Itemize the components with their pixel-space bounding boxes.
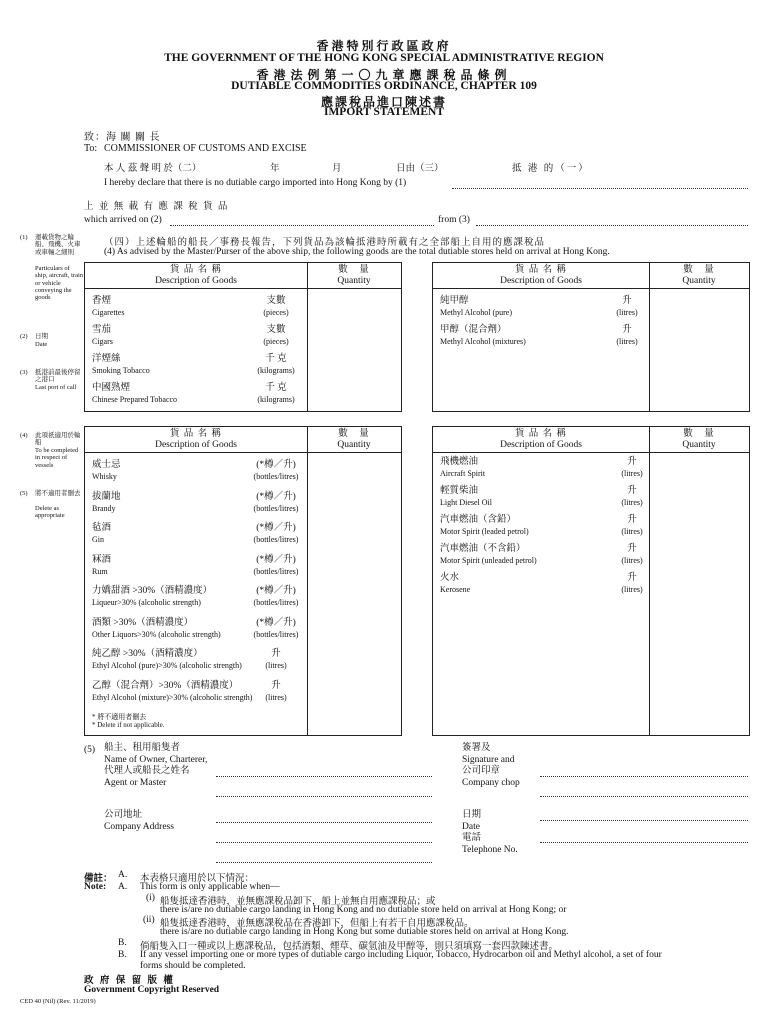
unit-label: (*樽／升) (bottles/litres) <box>253 523 299 544</box>
decl-zh-year: 年 <box>270 164 280 174</box>
goods-name-en: Kerosene <box>440 585 471 594</box>
note-ii-en: there is/are no dutiable cargo landing in Hong Kong but some dutiable stores held on arrival at Hong Kong. <box>160 927 569 937</box>
signature-field[interactable] <box>540 776 748 777</box>
note-b-en1: If any vessel importing one or more types of dutiable cargo including Liquor, Tobacco, Hydrocarbon oil and Methyl alcohol, a set of four <box>140 950 662 960</box>
goods-name-zh: 汽車燃油（不含鉛） <box>440 544 526 554</box>
unit-label: 升 (litres) <box>621 457 643 478</box>
quantity-input[interactable] <box>308 586 398 608</box>
note-i-en: there is/are no dutiable cargo landing in Hong Kong and no dutiable store held on arrival at Hong Kong; or <box>160 905 567 915</box>
goods-name-en: Cigars <box>92 337 113 346</box>
copyright-zh: 政 府 保 留 版 權 <box>84 976 175 986</box>
decl-zh-day: 日由（三） <box>396 164 444 174</box>
goods-description <box>440 296 512 318</box>
goods-description <box>440 486 492 508</box>
goods-description <box>92 460 121 482</box>
quantity-input[interactable] <box>308 354 398 376</box>
quantity-input[interactable] <box>650 544 746 566</box>
date-field[interactable] <box>540 820 748 821</box>
to-zh: 致：海 關 關 長 <box>84 132 161 143</box>
goods-name-zh: 冧酒 <box>92 554 112 565</box>
decl-zh-month: 月 <box>332 164 342 174</box>
unit-label: (*樽／升) (bottles/litres) <box>253 491 299 513</box>
goods-name-en: Methyl Alcohol (mixtures) <box>440 337 526 346</box>
note-a-zh: 本表格只適用於以下情況： <box>140 874 255 884</box>
ordinance-title-en: DUTIABLE COMMODITIES ORDINANCE, CHAPTER 109 <box>231 80 537 92</box>
goods-name-zh: 純甲醇 <box>440 296 469 306</box>
side-note-2: (2) 日期 Date <box>20 333 48 348</box>
goods-name-zh: 純乙醇 >30%（酒精濃度） <box>92 649 203 659</box>
note-a-en: This form is only applicable when— <box>140 882 280 892</box>
unit-label: 升 (litres) <box>265 649 287 670</box>
goods-name-zh: 輕質柴油 <box>440 486 479 496</box>
unit-label: 升 (litres) <box>621 544 643 565</box>
goods-description <box>92 586 212 608</box>
goods-description <box>92 354 150 376</box>
goods-name-zh: 酒類 >30%（酒精濃度） <box>92 617 194 628</box>
decl-en: I hereby declare that there is no dutiable cargo imported into Hong Kong by (1) <box>104 178 407 188</box>
desc-header: 貨 品 名 稱 Description of Goods <box>500 265 582 286</box>
decl-zh-part1: 本 人 茲 聲 明 於（二） <box>104 164 202 174</box>
qty-header: 數 量 Quantity <box>337 429 371 450</box>
goods-name-en: Cigarettes <box>92 308 125 317</box>
unit-label: 千 克 (kilograms) <box>257 354 295 375</box>
qty-header: 數 量 Quantity <box>682 429 716 450</box>
goods-name-zh: 中國熟煙 <box>92 383 131 393</box>
desc-header: 貨 品 名 稱 Description of Goods <box>155 429 237 450</box>
unit-label: (*樽／升) (bottles/litres) <box>253 617 299 639</box>
goods-name-zh: 拔蘭地 <box>92 491 121 502</box>
para4-zh: （四）上述輪船的船長／事務長報告，下列貨品為該輪抵港時所載有之全部船上自用的應課稅品 <box>104 238 546 248</box>
goods-description <box>440 457 485 479</box>
delete-note-en: * Delete if not applicable. <box>92 721 165 729</box>
quantity-input[interactable] <box>308 296 398 318</box>
goods-description <box>440 515 529 537</box>
form-title-en: IMPORT STATEMENT <box>323 106 445 118</box>
goods-name-en: Rum <box>92 566 108 576</box>
owner-label: 船主、租用船隻者 Name of Owner, Charterer, 代理人或船長之姓名 Agent or Master <box>104 743 208 788</box>
quantity-input[interactable] <box>650 296 746 318</box>
goods-name-zh: 威士忌 <box>92 460 121 470</box>
goods-name-en: Whisky <box>92 472 117 481</box>
unit-label: (*樽／升) (bottles/litres) <box>253 460 299 481</box>
note-b-label: B. <box>118 938 127 948</box>
date-tel-label: 日期 Date 電話 Telephone No. <box>462 810 518 855</box>
goods-name-en: Smoking Tobacco <box>92 366 150 375</box>
unit-label: 升 (litres) <box>621 486 643 507</box>
goods-name-zh: 火水 <box>440 573 460 583</box>
note-b-label-en: B. <box>118 950 127 960</box>
goods-name-en: Other Liquors>30% (alcoholic strength) <box>92 629 221 639</box>
goods-name-en: Chinese Prepared Tobacco <box>92 395 178 404</box>
goods-description <box>92 618 221 640</box>
unit-label: 千 克 (kilograms) <box>257 383 295 404</box>
goods-name-en: Brandy <box>92 503 116 513</box>
note-b-zh: 倘船隻入口一種或以上應課稅品，包括酒類、煙草、碳氫油及甲醇等，則只須填寫一套四款陳述書。 <box>140 942 559 952</box>
quantity-input[interactable] <box>308 492 398 514</box>
quantity-input[interactable] <box>308 681 398 703</box>
owner-name-field-2[interactable] <box>216 796 432 797</box>
form-title-zh: 應課稅品進口陳述書 <box>320 95 447 109</box>
telephone-field[interactable] <box>540 842 748 843</box>
goods-name-zh: 力嬌甜酒 >30%（酒精濃度） <box>92 586 213 596</box>
quantity-input[interactable] <box>650 515 746 537</box>
goods-description <box>92 681 252 703</box>
unit-label: 升 (litres) <box>621 573 643 594</box>
side-note-3: (3) 抵港前最後停留之港口 Last port of call <box>20 369 81 391</box>
quantity-input[interactable] <box>650 325 746 347</box>
goods-description <box>92 492 121 514</box>
note-i-zh: 船隻抵達香港時，並無應課稅品卸下，船上並無自用應課稅品；或 <box>160 897 436 907</box>
arrival-date-field[interactable] <box>170 225 434 226</box>
goods-description <box>92 523 111 545</box>
goods-description <box>440 544 537 566</box>
unit-label: 升 (litres) <box>616 296 638 317</box>
side-note-1: (1) 運載貨物之輪船、飛機、火車或車輛之細則 Particulars of ship, aircraft, train or vehicle conveying the goods <box>20 234 84 302</box>
goods-name-zh: 乙醇（混合劑）>30%（酒精濃度） <box>92 680 239 691</box>
quantity-input[interactable] <box>308 383 398 405</box>
owner-name-field[interactable] <box>216 776 432 777</box>
note-i-label: (i) <box>146 893 155 903</box>
goods-description <box>440 573 470 595</box>
note-ii-zh: 船隻抵達香港時，並無應課稅品在香港卸下，但船上有若干自用應課稅品。 <box>160 919 474 929</box>
company-address-field-3[interactable] <box>216 862 432 863</box>
goods-description <box>440 325 526 347</box>
quantity-input[interactable] <box>308 523 398 545</box>
qty-header: 數 量 Quantity <box>682 265 716 286</box>
quantity-input[interactable] <box>650 486 746 508</box>
notes-label-en: Note: <box>84 882 107 892</box>
quantity-input[interactable] <box>308 325 398 347</box>
qty-header: 數 量 Quantity <box>337 265 371 286</box>
unit-label: 升 (litres) <box>265 680 287 702</box>
goods-name-zh: 飛機燃油 <box>440 457 479 467</box>
goods-description <box>92 296 124 318</box>
note-b-en2: forms should be completed. <box>140 961 246 971</box>
goods-description <box>92 325 113 347</box>
quantity-input[interactable] <box>650 573 746 595</box>
goods-name-en: Ethyl Alcohol (pure)>30% (alcoholic strength) <box>92 661 242 670</box>
to-label-en: To: <box>84 143 98 154</box>
unit-label: (*樽／升) (bottles/litres) <box>253 554 299 576</box>
note-a-label: A. <box>118 870 128 880</box>
delete-note-zh: * 將不適用者刪去 <box>92 713 147 721</box>
desc-header: 貨 品 名 稱 Description of Goods <box>500 429 582 450</box>
unit-label: 支數 (pieces) <box>263 296 289 317</box>
goods-name-en: Methyl Alcohol (pure) <box>440 308 512 317</box>
form-code: CED 40 (Nil) (Rev. 11/2019) <box>20 998 96 1005</box>
goods-description <box>92 555 111 577</box>
goods-name-zh: 雪茄 <box>92 325 112 335</box>
address-label: 公司地址 Company Address <box>104 810 174 832</box>
decl-from-label: from (3) <box>438 215 470 225</box>
goods-name-en: Motor Spirit (unleaded petrol) <box>440 556 537 565</box>
decl-arrived-label: which arrived on (2) <box>84 215 162 225</box>
signature-label: 簽署及 Signature and 公司印章 Company chop <box>462 743 520 788</box>
quantity-input[interactable] <box>308 460 398 482</box>
unit-label: 升 (litres) <box>616 325 638 346</box>
last-port-field[interactable] <box>476 225 748 226</box>
goods-name-en: Light Diesel Oil <box>440 498 492 507</box>
section5-num: (5) <box>84 745 96 755</box>
copyright-en: Government Copyright Reserved <box>84 985 220 995</box>
quantity-input[interactable] <box>308 555 398 577</box>
goods-name-en: Liqueur>30% (alcoholic strength) <box>92 598 201 607</box>
goods-name-zh: 甲醇（混合劑） <box>440 325 507 335</box>
decl-zh-arrive: 抵 港 的（一） <box>512 164 590 174</box>
notes-label-zh: 備註： <box>84 874 113 884</box>
para4-en: (4) As advised by the Master/Purser of the above ship, the following goods are the total dutiable stores held on arrival at Hong Kong. <box>104 247 610 257</box>
goods-name-zh: 毡酒 <box>92 523 112 533</box>
note-a-label-en: A. <box>118 882 128 892</box>
company-address-field[interactable] <box>216 822 432 823</box>
note-ii-label: (ii) <box>143 915 155 925</box>
unit-label: (*樽／升) (bottles/litres) <box>253 586 299 607</box>
decl-zh-line2: 上 並 無 載 有 應 課 稅 貨 品 <box>84 202 229 212</box>
ordinance-title-zh: 香港法例第一〇九章應課稅品條例 <box>256 68 512 82</box>
goods-name-en: Ethyl Alcohol (mixture)>30% (alcoholic strength) <box>92 692 253 702</box>
govt-title-zh: 香港特別行政區政府 <box>316 39 452 53</box>
goods-name-en: Gin <box>92 535 104 544</box>
goods-name-en: Motor Spirit (leaded petrol) <box>440 527 529 536</box>
quantity-input[interactable] <box>650 457 746 479</box>
unit-label: 支數 (pieces) <box>263 325 289 346</box>
ship-particulars-field[interactable] <box>452 188 748 189</box>
govt-title-en: THE GOVERNMENT OF THE HONG KONG SPECIAL ADMINISTRATIVE REGION <box>164 52 604 64</box>
goods-name-zh: 香煙 <box>92 296 112 306</box>
signature-field-2[interactable] <box>540 796 748 797</box>
desc-header: 貨 品 名 稱 Description of Goods <box>155 265 237 286</box>
side-note-4: (4) 此項祇適用於輪船 To be completed in respect of vessels <box>20 432 81 469</box>
quantity-input[interactable] <box>308 649 398 671</box>
to-en: COMMISSIONER OF CUSTOMS AND EXCISE <box>104 143 307 154</box>
goods-description <box>92 649 242 671</box>
goods-name-zh: 汽車燃油（含鉛） <box>440 515 517 525</box>
side-note-5: (5) 將不適用者刪去 Delete as appropriate <box>20 490 81 520</box>
company-address-field-2[interactable] <box>216 842 432 843</box>
goods-name-zh: 洋煙絲 <box>92 354 121 364</box>
quantity-input[interactable] <box>308 618 398 640</box>
goods-description <box>92 383 177 405</box>
goods-name-en: Aircraft Spirit <box>440 469 486 478</box>
unit-label: 升 (litres) <box>621 515 643 536</box>
